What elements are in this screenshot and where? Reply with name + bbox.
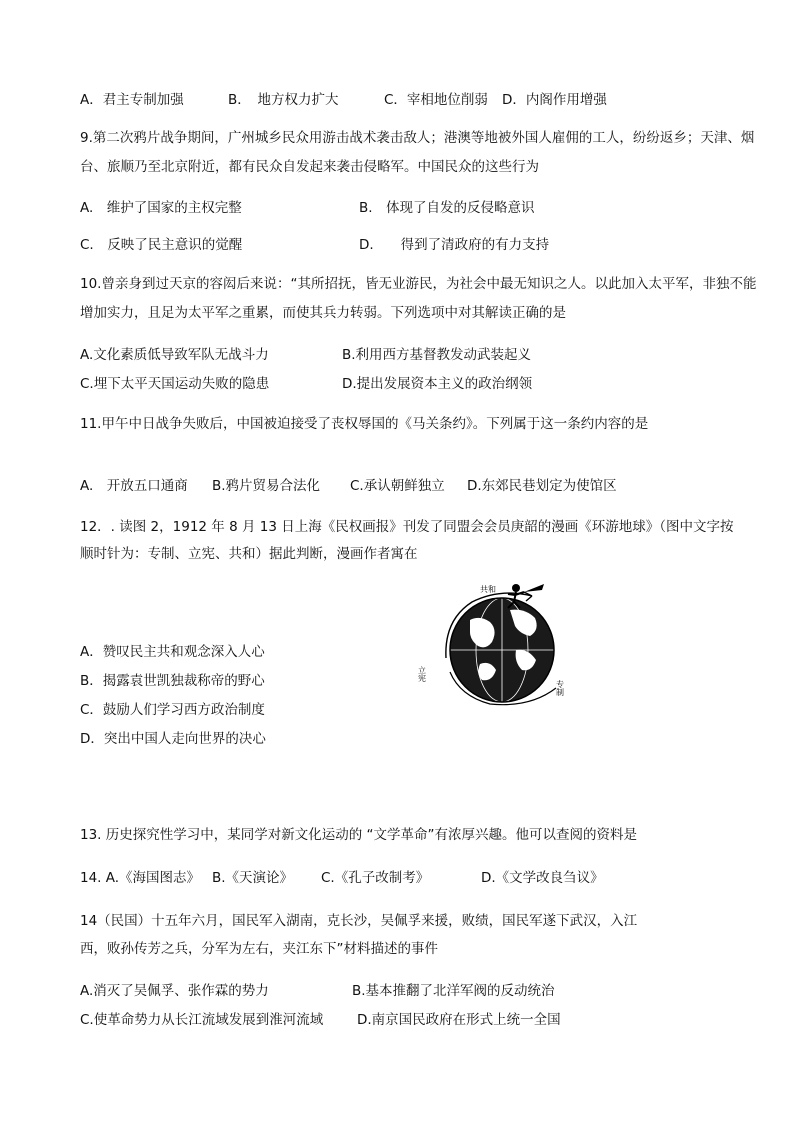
q13-option-c: C.《孔子改制考》 bbox=[321, 870, 430, 886]
q13-stem-line-1: 13. 历史探究性学习中，某同学对新文化运动的 “文学革命”有浓厚兴趣。他可以查阅的资料是 bbox=[80, 827, 638, 843]
q9-stem-line-2: 台、旅顺乃至北京附近，都有民众自发起来袭击侵略军。中国民众的这些行为 bbox=[80, 159, 539, 175]
q14-option-c: C.使革命势力从长江流域发展到淮河流域 bbox=[80, 1012, 324, 1028]
q8-option-b: B． 地方权力扩大 bbox=[228, 92, 339, 108]
q10-option-c: C.埋下太平天国运动失败的隐患 bbox=[80, 376, 270, 392]
q14-option-b: B.基本推翻了北洋军阀的反动统治 bbox=[352, 983, 555, 999]
q10-option-b: B.利用西方基督教发动武装起义 bbox=[342, 347, 532, 363]
q12-option-b: B．揭露袁世凯独裁称帝的野心 bbox=[80, 673, 265, 689]
q9-stem-line-1: 9.第二次鸦片战争期间，广州城乡民众用游击战术袭击敌人；港澳等地被外国人雇佣的工人，纷纷返乡；天津、烟 bbox=[80, 130, 755, 146]
q9-option-c: C. 反映了民主意识的觉醒 bbox=[80, 237, 243, 253]
q13-option-d: D.《文学改良刍议》 bbox=[481, 870, 604, 886]
q14-stem-line-1: 14（民国）十五年六月，国民军入湖南，克长沙，吴佩孚来援，败绩，国民军遂下武汉，入江 bbox=[80, 913, 638, 929]
label-lixian: 立宪 bbox=[417, 666, 427, 682]
q14-stem-line-2: 西，败孙传芳之兵，分军为左右，夹江东下”材料描述的事件 bbox=[80, 941, 438, 957]
label-gonghe: 共和 bbox=[480, 585, 496, 594]
q12-option-c: C．鼓励人们学习西方政治制度 bbox=[80, 702, 265, 718]
q13-option-b: B.《天演论》 bbox=[212, 870, 294, 886]
q10-option-d: D.提出发展资本主义的政治纲领 bbox=[342, 376, 533, 392]
q8-option-c: C．宰相地位削弱 bbox=[384, 92, 488, 108]
q11-option-c: C.承认朝鲜独立 bbox=[350, 478, 445, 494]
q10-stem-line-2: 增加实力，且足为太平军之重累，而使其兵力转弱。下列选项中对其解读正确的是 bbox=[80, 305, 566, 321]
q11-option-d: D.东郊民巷划定为使馆区 bbox=[467, 478, 617, 494]
q8-option-a: A．君主专制加强 bbox=[80, 92, 184, 108]
q14-option-d: D.南京国民政府在形式上统一全国 bbox=[357, 1012, 561, 1028]
q9-option-a: A. 维护了国家的主权完整 bbox=[80, 200, 242, 216]
q12-option-d: D．突出中国人走向世界的决心 bbox=[80, 731, 266, 747]
q11-stem-line-1: 11.甲午中日战争失败后，中国被迫接受了丧权辱国的《马关条约》。下列属于这一条约内容的是 bbox=[80, 416, 649, 432]
q11-option-b: B.鸦片贸易合法化 bbox=[212, 478, 321, 494]
q12-option-a: A．赞叹民主共和观念深入人心 bbox=[80, 644, 265, 660]
q9-option-d: D. 得到了清政府的有力支持 bbox=[359, 237, 550, 253]
q14-option-a: A.消灭了吴佩孚、张作霖的势力 bbox=[80, 983, 269, 999]
label-zhuanzhi: 专制 bbox=[555, 680, 565, 696]
q12-stem-line-2: 顺时针为：专制、立宪、共和）据此判断，漫画作者寓在 bbox=[80, 546, 418, 562]
q11-option-a: A. 开放五口通商 bbox=[80, 478, 188, 494]
q10-stem-line-1: 10.曾亲身到过天京的容闳后来说：“其所招抚，皆无业游民，为社会中最无知识之人。以此加入太平军，非独不能 bbox=[80, 276, 757, 292]
q9-option-b: B. 体现了自发的反侵略意识 bbox=[359, 200, 535, 216]
q12-stem-line-1: 12．. 读图 2，1912 年 8 月 13 日上海《民权画报》刊发了同盟会会员庚韶的漫画《环游地球》（图中文字按 bbox=[80, 519, 734, 535]
q10-option-a: A.文化素质低导致军队无战斗力 bbox=[80, 347, 269, 363]
q8-option-d: D．内阁作用增强 bbox=[502, 92, 607, 108]
globe-cartoon-image bbox=[417, 580, 580, 710]
q13-option-a: 14. A.《海国图志》 bbox=[80, 870, 201, 886]
